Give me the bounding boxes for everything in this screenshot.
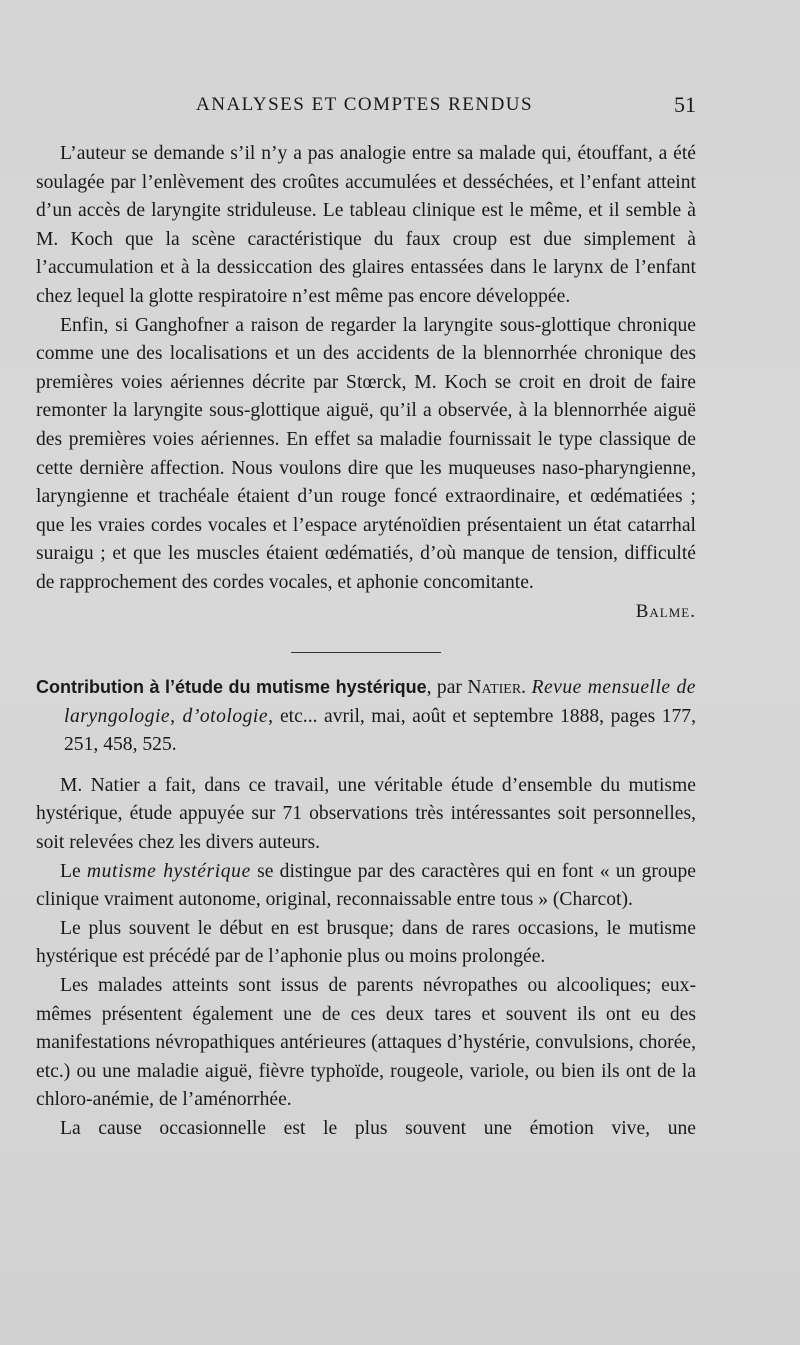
p2-start: Le [60, 860, 87, 882]
review1-paragraph-1: L’auteur se demande s’il n’y a pas analogie entre sa malade qui, étouffant, a été soulagée par l’enlèvement des croûtes accumulées et desséchées, et l’enfant atteint d’un accès de laryngite striduleuse. Le tableau clinique est le même, et il semble à M. Koch que la scène caractéristique du faux croup est due simplement à l’accumulation et à la dessiccation des glaires entassées dans le larynx de l’enfant chez lequel la glotte respiratoire n’est même pas encore développée. [36, 143, 696, 307]
p2-rest: se distingue par des caractères qui en font « un groupe clinique vraiment autonome, original, reconnaissable entre tous » (Charcot). [36, 860, 696, 911]
author-end: . [521, 677, 532, 699]
review1-paragraph-2: Enfin, si Ganghofner a raison de regarder la laryngite sous-glottique chronique comme une des localisations et un des accidents de la blennorrhée chronique des premières voies aériennes décrite par Stœrck, M. Koch se croit en droit de faire remonter la laryngite sous-glottique aiguë, qu’il a observée, à la blennorrhée aiguë des premières voies aériennes. En effet sa maladie fournissait le type classique de cette dernière affection. Nous voulons dire que les muqueuses naso-pharyngienne, laryngienne et trachéale étaient d’un rouge foncé extraordinaire, et œdématiées ; que les vraies cordes vocales et l’espace aryténoïdien présentaient un état catarrhal suraigu ; et que les muscles étaient œdématiés, d’où manque de tension, difficulté de rapprochement des cordes vocales, et aphonie concomitante. [36, 314, 696, 593]
journal-name: Revue mensuelle de laryngologie, d’otologie, [64, 677, 697, 727]
article-title: Contribution à l’étude du mutisme hystérique [36, 677, 427, 698]
article-author: Natier [467, 677, 522, 699]
reviewer-signature: Balme. [635, 600, 696, 622]
review2-paragraph-5: La cause occasionnelle est le plus souvent une émotion vive, une [60, 1118, 696, 1139]
section-separator [291, 652, 441, 653]
page-number: 51 [674, 92, 696, 117]
page-header [36, 94, 696, 124]
citation-details: etc... avril, mai, août et septembre 1888, pages 177, 251, 458, 525. [64, 705, 696, 756]
article-citation [36, 673, 696, 760]
running-head: ANALYSES ET COMPTES RENDUS [196, 94, 534, 115]
p2-italic-term: mutisme hystérique [86, 860, 251, 882]
review2-paragraph-1: M. Natier a fait, dans ce travail, une véritable étude d’ensemble du mutisme hystérique, étude appuyée sur 71 observations très intéressantes soit personnelles, soit relevées chez les divers auteurs. [36, 774, 696, 854]
citation-by: , par [426, 677, 468, 699]
page-body [36, 140, 696, 1144]
review2-paragraph-2 [36, 858, 696, 915]
review2-paragraph-3: Le plus souvent le début en est brusque; dans de rares occasions, le mutisme hystérique est précédé par de l’aphonie plus ou moins prolongée. [36, 917, 696, 968]
review2-paragraph-4: Les malades atteints sont issus de parents névropathes ou alcooliques; eux-mêmes présentent également une de ces deux tares et souvent ils ont eu des manifestations névropathiques antérieures (attaques d’hystérie, convulsions, chorée, etc.) ou une maladie aiguë, fièvre typhoïde, rougeole, variole, ou bien ils ont de la chloro-anémie, de l’aménorrhée. [36, 975, 696, 1111]
